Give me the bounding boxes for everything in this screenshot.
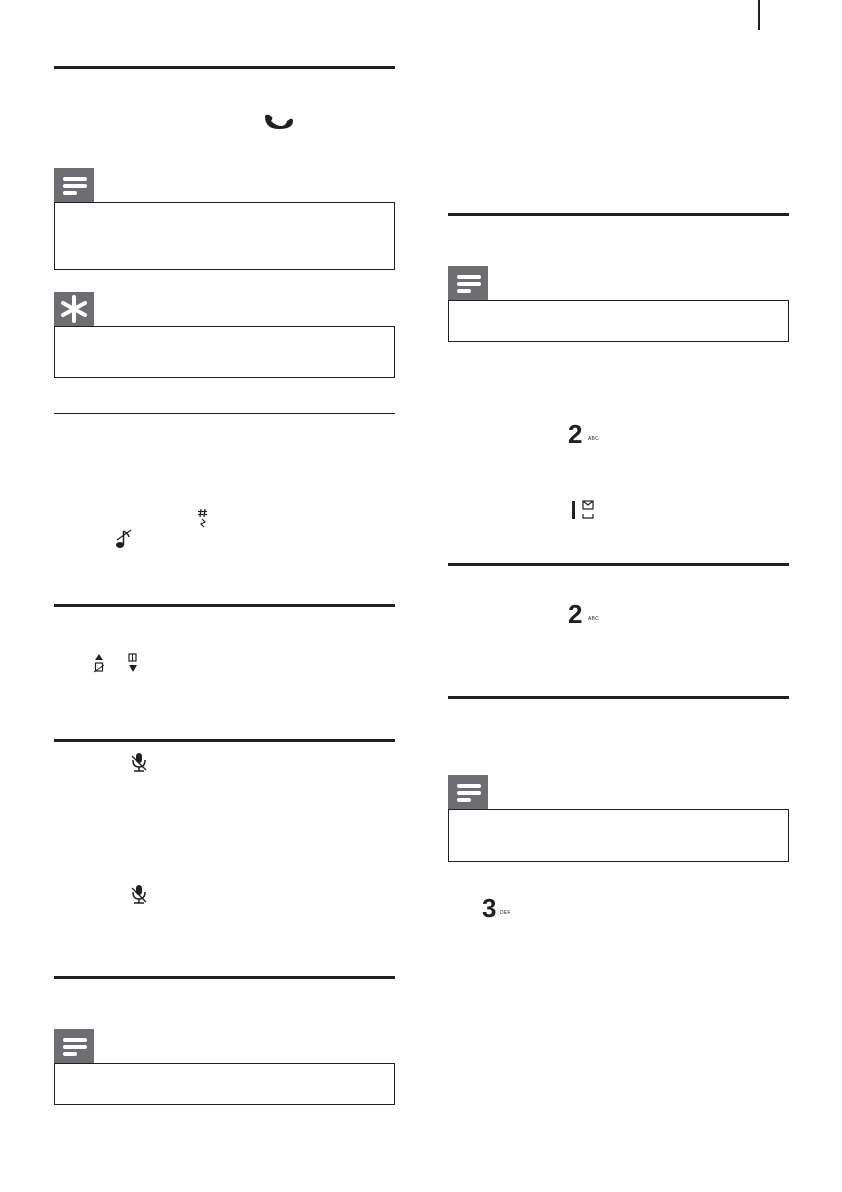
key-letters: DEF bbox=[500, 910, 511, 916]
hash-ringer-icon bbox=[197, 508, 209, 528]
section-rule-end-call bbox=[54, 66, 395, 69]
note-box bbox=[448, 300, 789, 342]
section-rule-speed bbox=[448, 696, 789, 699]
section-rule-bottom-left bbox=[54, 976, 395, 979]
section-rule-access bbox=[448, 563, 789, 566]
note-tab bbox=[448, 775, 488, 809]
voicemail-key-icon bbox=[571, 500, 597, 520]
note-box bbox=[54, 202, 395, 270]
page-edge-rule bbox=[758, 0, 760, 30]
key-digit: 2 bbox=[568, 419, 583, 449]
tip-box bbox=[54, 326, 395, 378]
note-tab bbox=[448, 266, 488, 300]
section-rule-voicemail bbox=[448, 213, 789, 216]
note-tab bbox=[54, 168, 94, 202]
section-rule-volume bbox=[54, 604, 395, 607]
key-letters: ABC bbox=[588, 436, 599, 442]
updown-volume-icon bbox=[93, 653, 139, 675]
ringer-off-icon bbox=[115, 528, 133, 550]
key-digit: 3 bbox=[482, 893, 497, 923]
asterisk-tip-icon bbox=[54, 292, 94, 326]
section-rule-ringer bbox=[54, 413, 395, 414]
mute-mic-icon bbox=[131, 884, 147, 904]
key-letters: ABC bbox=[588, 616, 599, 622]
note-tab bbox=[54, 1029, 94, 1063]
section-rule-mute bbox=[54, 739, 395, 742]
key-digit: 2 bbox=[568, 599, 583, 629]
tip-tab bbox=[54, 292, 94, 326]
phone-hangup-icon bbox=[262, 112, 296, 132]
mute-mic-icon bbox=[131, 752, 147, 772]
note-box bbox=[448, 809, 789, 862]
note-box bbox=[54, 1063, 395, 1105]
